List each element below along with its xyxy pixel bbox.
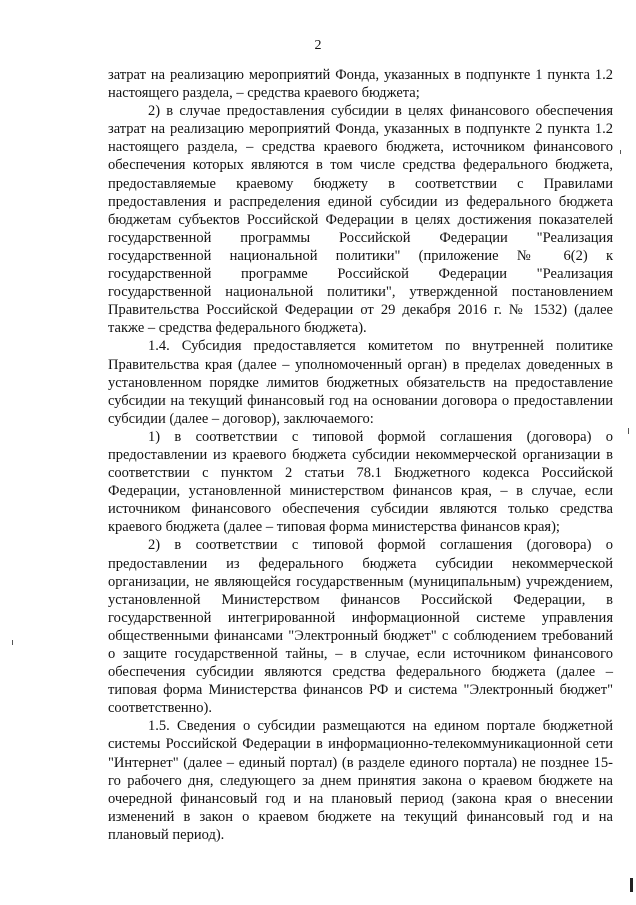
scan-margin-mark bbox=[620, 150, 621, 154]
scan-margin-mark bbox=[628, 428, 629, 434]
paragraph: 1.4. Субсидия предоставляется комитетом по внутренней политике Правительства края (далее – уполномоченный орган) в пределах доведенных в установленном порядке лимитов бюджетных обязательств на предоставление субсидии на текущий финансовый год на основании договора о предоставлении субсидии (далее – договор), заключаемого: bbox=[108, 338, 613, 427]
scan-margin-mark bbox=[12, 640, 13, 645]
paragraph: затрат на реализацию мероприятий Фонда, указанных в подпункте 1 пункта 1.2 настоящего раздела, – средства краевого бюджета; bbox=[108, 67, 613, 102]
document-body bbox=[108, 66, 613, 844]
paragraph: 1.5. Сведения о субсидии размещаются на едином портале бюджетной системы Российской Федерации в информационно-телекоммуникационной сети "Интернет" (далее – единый портал) (в разделе единого портала) не позднее 15-го рабочего дня, следующего за днем принятия закона о краевом бюджете на очередной финансовый год и на плановый период (закона края о внесении изменений в закон о краевом бюджете на текущий финансовый год и на плановый период). bbox=[108, 718, 613, 843]
paragraph: 2) в соответствии с типовой формой соглашения (договора) о предоставлении из федерального бюджета субсидии некоммерческой организации, не являющейся государственным (муниципальным) учреждением, установленной Министерством финансов Российской Федерации, в государственной интегрированной информационной системе управления общественными финансами "Электронный бюджет" с соблюдением требований о защите государственной тайны, – в случае, если источником финансового обеспечения субсидии являются средства федерального бюджета (далее – типовая форма Министерства финансов РФ и система "Электронный бюджет" соответственно). bbox=[108, 537, 613, 717]
paragraph: 1) в соответствии с типовой формой соглашения (договора) о предоставлении из краевого бюджета субсидии некоммерческой организации в соответствии с пунктом 2 статьи 78.1 Бюджетного кодекса Российской Федерации, установленной министерством финансов края, – в случае, если источником финансового обеспечения субсидии являются только средства краевого бюджета (далее – типовая форма министерства финансов края); bbox=[108, 428, 613, 536]
scan-margin-mark bbox=[630, 878, 633, 892]
page-number: 2 bbox=[314, 38, 322, 53]
paragraph: 2) в случае предоставления субсидии в целях финансового обеспечения затрат на реализацию мероприятий Фонда, указанных в подпункте 2 пункта 1.2 настоящего раздела, – средства краевого бюджета, источником финансового обеспечения которых являются в том числе средства федерального бюджета, предоставляемые краевому бюджету в соответствии с Правилами предоставления и распределения единой субсидии из федерального бюджета бюджетам субъектов Российской Федерации в целях достижения показателей государственной программы Российской Федерации "Реализация государственной национальной политики" (приложение № 6(2) к государственной программе Российской Федерации "Реализация государственной национальной политики", утвержденной постановлением Правительства Российской Федерации от 29 декабря 2016 г. № 1532) (далее также – средства федерального бюджета). bbox=[108, 103, 613, 337]
